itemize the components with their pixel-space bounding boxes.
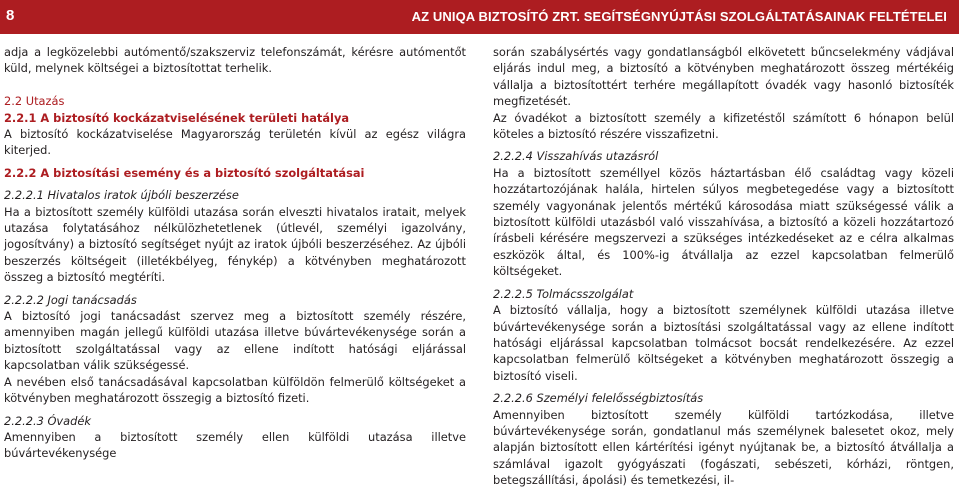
paragraph-part: Az újbóli beszerzés költségeit (illetékbélyeg, fénykép) a kötvényben meghatározott összeg a biztosító megtéríti. bbox=[4, 237, 466, 285]
subsubsection-heading: 2.2.2.3 Óvadék bbox=[4, 413, 91, 428]
intro-text: adja a legközelebbi autómentő/szakszerviz telefonszámát, kérésre autómentőt küld, melynek költségei a biztosítottat terhelik. bbox=[4, 45, 466, 76]
subsection-heading: 2.2.1 A biztosító kockázatviselésének területi hatálya bbox=[4, 110, 350, 125]
paragraph-part: Ha a biztosított személy külföldi utazása során elveszti hivatalos iratait, melyek utazása folytatásához nélkülözhetetlenek (útlevél, személyi igazolvány, jogosítvány) a biztosító segítséget nyújt az iratok újbóli beszerzéséhez. bbox=[4, 204, 466, 252]
paragraph bbox=[4, 204, 466, 286]
page-header bbox=[0, 0, 959, 34]
left-column bbox=[4, 44, 466, 462]
paragraph: A nevében első tanácsadásával kapcsolatban külföldön felmerülő költségeket a kötvényben meghatározott összegig a biztosító fizeti. bbox=[4, 374, 466, 406]
right-column bbox=[493, 44, 954, 489]
subsubsection-heading: 2.2.2.4 Visszahívás utazásról bbox=[493, 149, 659, 164]
subsubsection-heading: 2.2.2.1 Hivatalos iratok újbóli beszerzése bbox=[4, 188, 239, 203]
subsection-heading: 2.2.2 A biztosítási esemény és a biztosító szolgáltatásai bbox=[4, 165, 365, 180]
subsubsection-heading: 2.2.2.6 Személyi felelősségbiztosítás bbox=[493, 391, 704, 406]
header-title: AZ UNIQA BIZTOSÍTÓ ZRT. SEGÍTSÉGNYÚJTÁSI SZOLGÁLTATÁSAINAK FELTÉTELEI bbox=[411, 9, 947, 24]
subsubsection-heading: 2.2.2.5 Tolmácsszolgálat bbox=[493, 286, 634, 301]
paragraph: Ha a biztosított személlyel közös háztartásban élő családtag vagy közeli hozzátartozójának halála, hirtelen súlyos megbetegedése vagy a biztosított személy vagyonának jelentős mértékű károsodása miatt szükségessé válik a biztosított külföldi utazásból való visszahívása, a biztosító a közeli hozzátartozó írásbeli kérésére megszervezi a szükséges intézkedéseket az e célra alkalmas eszközök által, és 100%-ig átvállalja az ezzel kapcsolatban felmerülő költségeket. bbox=[493, 165, 954, 279]
paragraph: Amennyiben a biztosított személy ellen külföldi utazása illetve búvártevékenysége bbox=[4, 429, 466, 461]
subsubsection-heading: 2.2.2.2 Jogi tanácsadás bbox=[4, 292, 137, 307]
paragraph: során szabálysértés vagy gondatlanságból elkövetett bűncselekmény vádjával eljárás indul meg, a biztosító a kötvényben meghatározott összeg mértékéig vállalja a biztosítottért terhére megállapított óvadék vagy hasonló biztosíték megfizetését. bbox=[493, 45, 954, 109]
paragraph: A biztosító jogi tanácsadást szervez meg a biztosított személy részére, amennyiben magán jellegű külföldi utazása illetve búvártevékenysége során a biztosított szolgáltatással vagy az ellene indított hatósági eljárással kapcsolatban válik szükségessé. bbox=[4, 309, 466, 373]
page-number: 8 bbox=[6, 7, 15, 24]
paragraph: Amennyiben biztosított személy külföldi tartózkodása, illetve búvártevékenysége során, gondatlanul más személynek balesetet okoz, mely alapján biztosított ellen kártérítési igényt nyújtanak be, a biztosító átvállalja a számlával igazolt gyógyászati (fogászati, sebészeti, kórházi, röntgen, betegszállítási, ápolási) és temetkezési, il- bbox=[493, 407, 954, 488]
paragraph: A biztosító kockázatviselése Magyarország területén kívül az egész világra kiterjed. bbox=[4, 127, 466, 158]
section-heading: 2.2 Utazás bbox=[4, 94, 65, 109]
paragraph: Az óvadékot a biztosított személy a kifizetéstől számított 6 hónapon belül köteles a biztosító részére visszafizetni. bbox=[493, 110, 954, 142]
paragraph: A biztosító vállalja, hogy a biztosított személynek külföldi utazása illetve búvártevékenysége során a biztosítási szolgáltatással vagy az ellene indított hatósági eljárással kapcsolatban tolmácsot bocsát rendelkezésére. Az ezzel kapcsolatban felmerülő költségeket a kötvényben meghatározott összegig a biztosító viseli. bbox=[493, 303, 954, 383]
